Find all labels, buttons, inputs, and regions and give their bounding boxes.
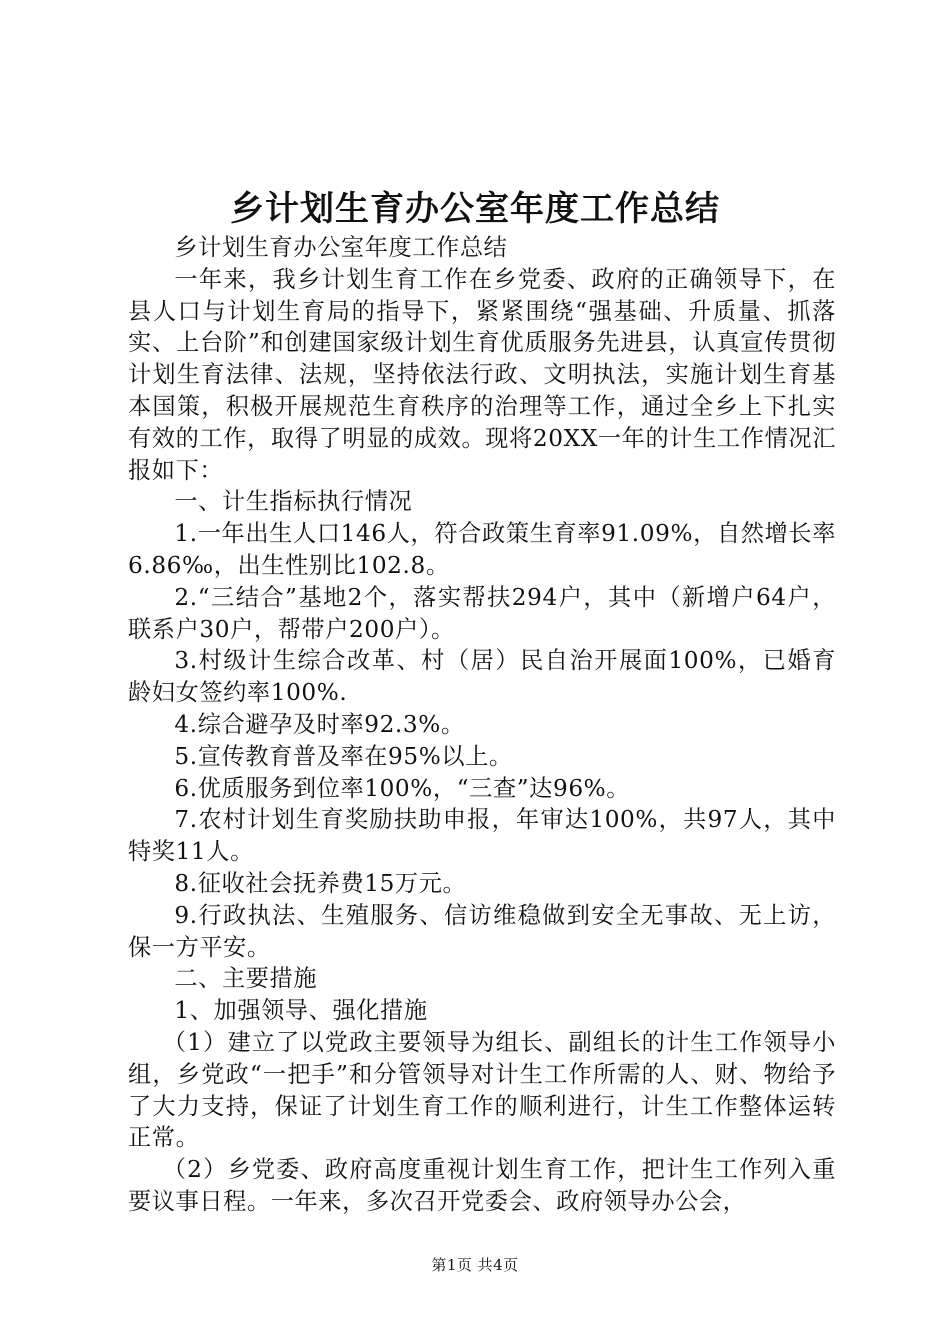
indicator-item-6: 6.优质服务到位率100%，“三查”达96%。 (174, 774, 631, 802)
section-heading-1: 一、计生指标执行情况 (174, 488, 413, 516)
measure-paragraph-2: （2）乡党委、政府高度重视计划生育工作，把计生工作列入重要议事日程。一年来，多次召开党委会、政府领导办公会， (128, 1156, 836, 1215)
document-body (128, 232, 836, 1218)
indicator-item-5: 5.宣传教育普及率在95%以上。 (174, 742, 513, 770)
section-heading-2: 二、主要措施 (174, 965, 318, 993)
measure-heading-1: 1、加强领导、强化措施 (174, 997, 428, 1025)
indicator-item-8: 8.征收社会抚养费15万元。 (174, 869, 467, 897)
document-title: 乡计划生育办公室年度工作总结 (230, 189, 720, 229)
indicator-item-4: 4.综合避孕及时率92.3%。 (174, 710, 465, 738)
indicator-item-2: 2.“三结合”基地2个，落实帮扶294户，其中（新增户64户，联系户30户，帮带户200户）。 (128, 583, 836, 643)
measure-paragraph-1: （1）建立了以党政主要领导为组长、副组长的计生工作领导小组，乡党政“一把手”和分管领导对计生工作所需的人、财、物给予了大力支持，保证了计划生育工作的顺利进行，计生工作整体运转正常。 (128, 1028, 836, 1152)
indicator-item-9: 9.行政执法、生殖服务、信访维稳做到安全无事故、无上访，保一方平安。 (128, 901, 836, 961)
page-number: 第1页 共4页 (431, 1256, 519, 1274)
indicator-item-7: 7.农村计划生育奖励扶助申报，年审达100%，共97人，其中特奖11人。 (128, 806, 836, 866)
intro-paragraph: 一年来，我乡计划生育工作在乡党委、政府的正确领导下，在县人口与计划生育局的指导下，紧紧围绕“强基础、升质量、抓落实、上台阶”和创建国家级计划生育优质服务先进县，认真宣传贯彻计划生育法律、法规，坚持依法行政、文明执法，实施计划生育基本国策，积极开展规范生育秩序的治理等工作，通过全乡上下扎实有效的工作，取得了明显的成效。现将20XX一年的计生工作情况汇报如下： (128, 265, 836, 484)
indicator-item-1: 1.一年出生人口146人，符合政策生育率91.09%，自然增长率6.86‰，出生性别比102.8。 (128, 520, 836, 579)
subtitle-paragraph: 乡计划生育办公室年度工作总结 (174, 234, 508, 261)
indicator-item-3: 3.村级计生综合改革、村（居）民自治开展面100%，已婚育龄妇女签约率100%. (128, 647, 836, 707)
